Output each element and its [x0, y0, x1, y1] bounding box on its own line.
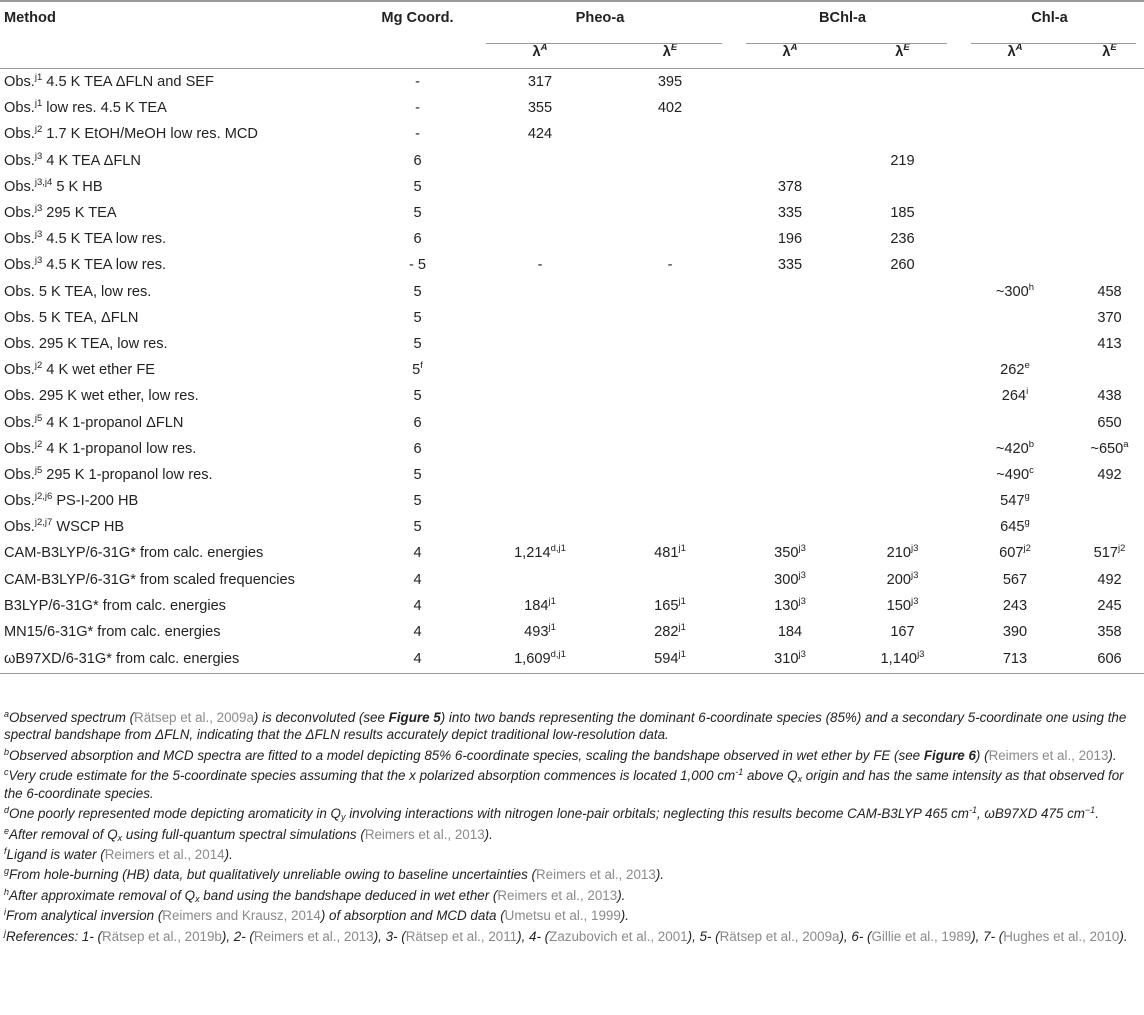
cell-bchl-lambda-e — [850, 331, 955, 357]
cell-pheo-lambda-a — [470, 567, 610, 593]
cell-pheo-lambda-a — [470, 226, 610, 252]
cell-mg-coord: 5 — [413, 283, 422, 300]
cell-method: Obs.$^{j2,j6}$ PS-I-200 HB — [4, 491, 139, 510]
cell-chl-lambda-a — [955, 226, 1075, 252]
cell-mg-coord: 5 — [413, 493, 422, 510]
cell-method: B3LYP/6-31G* from calc. energies — [4, 597, 226, 614]
cell-bchl-lambda-e — [850, 436, 955, 462]
cell-pheo-lambda-e: 395 — [657, 74, 683, 91]
cell-pheo-lambda-a — [470, 305, 610, 331]
cell-pheo-lambda-a — [470, 462, 610, 488]
table-row — [0, 279, 1144, 305]
cell-bchl-lambda-a: 378 — [777, 178, 803, 195]
header-row — [0, 1, 1144, 36]
cell-mg-coord: 5 — [413, 178, 422, 195]
cell-pheo-lambda-a — [470, 383, 610, 409]
cell-pheo-lambda-a — [470, 409, 610, 435]
cell-bchl-lambda-a: 335 — [777, 257, 803, 274]
cell-chl-lambda-a: 264$^i$ — [1001, 386, 1029, 405]
cell-pheo-lambda-e — [610, 514, 730, 540]
cell-mg-coord: 5 — [413, 388, 422, 405]
cell-pheo-lambda-e: $282^{j1}$ — [654, 622, 686, 641]
cell-bchl-lambda-a — [730, 331, 850, 357]
cell-method: Obs. 5 K TEA, low res. — [4, 283, 152, 300]
cell-bchl-lambda-e — [850, 174, 955, 200]
cell-mg-coord: - — [415, 100, 420, 117]
cell-bchl-lambda-a: $130^{j3}$ — [774, 595, 806, 614]
cell-pheo-lambda-a — [470, 148, 610, 174]
cell-chl-lambda-e — [1075, 357, 1144, 383]
cell-bchl-lambda-e — [850, 121, 955, 147]
cell-chl-lambda-e: 358 — [1097, 624, 1122, 641]
cell-pheo-lambda-e — [610, 121, 730, 147]
table-row — [0, 409, 1144, 435]
cell-pheo-lambda-a — [470, 331, 610, 357]
cell-mg-coord: 6 — [413, 152, 422, 169]
cell-chl-lambda-a — [955, 200, 1075, 226]
cell-pheo-lambda-e — [610, 567, 730, 593]
cell-mg-coord: 5 — [413, 205, 422, 222]
cell-pheo-lambda-e — [610, 200, 730, 226]
cell-chl-lambda-e: 370 — [1097, 309, 1122, 326]
cell-bchl-lambda-a — [730, 148, 850, 174]
cell-chl-lambda-e: 438 — [1097, 388, 1122, 405]
header-chl-lambda-e: $\lambda^E$ — [1075, 36, 1144, 69]
cell-pheo-lambda-a: $493^{j1}$ — [524, 622, 556, 641]
cell-method: Obs. 295 K wet ether, low res. — [4, 388, 199, 405]
cell-bchl-lambda-e — [850, 279, 955, 305]
cell-pheo-lambda-a — [470, 514, 610, 540]
table-row — [0, 69, 1144, 96]
cell-chl-lambda-a — [955, 409, 1075, 435]
footnote-j: $^j$References: 1- (Rätsep et al., 2019b), 2- (Reimers et al., 2013), 3- (Rätsep et al., 2011), 4- (Zazubovich et al., 2001), 5- (Rätsep et al., 2009a), 6- (Gillie et al., 1989), 7- (Hughes et al., 2010). — [4, 927, 1128, 944]
cell-pheo-lambda-a — [470, 279, 610, 305]
cell-pheo-lambda-e — [610, 462, 730, 488]
cell-method: Obs.$^{j5}$ 295 K 1-propanol low res. — [4, 464, 213, 483]
cell-bchl-lambda-a — [730, 383, 850, 409]
table-row — [0, 462, 1144, 488]
cell-bchl-lambda-e — [850, 462, 955, 488]
cell-pheo-lambda-a — [470, 436, 610, 462]
cell-bchl-lambda-e — [850, 357, 955, 383]
cell-bchl-lambda-e — [850, 514, 955, 540]
cell-mg-coord: - 5 — [408, 257, 427, 274]
cell-bchl-lambda-e: 260 — [890, 257, 915, 274]
subheader-row — [0, 36, 1144, 69]
cell-bchl-lambda-a: 196 — [777, 231, 803, 248]
cell-pheo-lambda-e: 402 — [657, 100, 683, 117]
cell-chl-lambda-e — [1075, 488, 1144, 514]
table-row — [0, 488, 1144, 514]
table-row — [0, 148, 1144, 174]
table-row — [0, 514, 1144, 540]
cell-bchl-lambda-e — [850, 383, 955, 409]
cell-bchl-lambda-a: 335 — [777, 205, 803, 222]
cell-chl-lambda-e — [1075, 252, 1144, 278]
cell-chl-lambda-a — [955, 174, 1075, 200]
cell-mg-coord: 5 — [413, 309, 422, 326]
cell-chl-lambda-a: 713 — [955, 645, 1075, 674]
cell-chl-lambda-e: 492 — [1097, 571, 1122, 588]
cell-bchl-lambda-e: $150^{j3}$ — [886, 595, 919, 614]
header-mg-coord: Mg Coord. — [365, 1, 470, 36]
cell-pheo-lambda-e: $594^{j1}$ — [610, 645, 730, 674]
footnote-h: $^h$After approximate removal of $Q_x$ band using the bandshape deduced in wet ether (Reimers et al., 2013). — [4, 886, 626, 904]
cell-chl-lambda-a: 567 — [1002, 571, 1028, 588]
cell-bchl-lambda-e: $210^{j3}$ — [886, 543, 919, 562]
footnote-i: $^i$From analytical inversion (Reimers and Krausz, 2014) of absorption and MCD data (Umetsu et al., 1999). — [4, 907, 629, 924]
cell-bchl-lambda-e — [850, 305, 955, 331]
cell-pheo-lambda-e: - — [667, 257, 673, 274]
footnote-f: $^f$Ligand is water (Reimers et al., 2014). — [4, 845, 233, 862]
cell-method: Obs.$^{j3}$ 4 K TEA ΔFLN — [4, 150, 141, 169]
table-row — [0, 200, 1144, 226]
cell-pheo-lambda-a — [470, 488, 610, 514]
footnotes — [4, 709, 1142, 948]
cell-chl-lambda-e: 458 — [1097, 283, 1122, 300]
cell-pheo-lambda-e — [610, 331, 730, 357]
header-bchl-a: BChl-a — [730, 1, 955, 36]
cell-chl-lambda-a: $607^{j2}$ — [999, 543, 1031, 562]
cell-mg-coord: 4 — [413, 597, 422, 614]
cell-bchl-lambda-a — [730, 357, 850, 383]
cell-bchl-lambda-e — [850, 69, 955, 96]
cell-chl-lambda-a: 390 — [1002, 624, 1028, 641]
cell-bchl-lambda-e: $1,140^{j3}$ — [850, 645, 955, 674]
cell-bchl-lambda-e: 185 — [890, 205, 915, 222]
footnote-b: $^b$Observed absorption and MCD spectra are fitted to a model depicting 85% 6-coordinate species, scaling the bandshape observed in wet ether by FE (see Figure 6) (Reimers et al., 2013). — [4, 746, 1117, 763]
cell-pheo-lambda-e — [610, 305, 730, 331]
cell-chl-lambda-e: 413 — [1097, 335, 1122, 352]
cell-pheo-lambda-e — [610, 488, 730, 514]
cell-mg-coord: 4 — [413, 624, 422, 641]
cell-bchl-lambda-a — [730, 121, 850, 147]
cell-mg-coord: 5 — [413, 519, 422, 536]
cell-bchl-lambda-e: 236 — [890, 231, 915, 248]
cell-method: Obs.$^{j1}$ 4.5 K TEA ΔFLN and SEF — [4, 72, 214, 91]
cell-chl-lambda-a — [955, 252, 1075, 278]
cell-mg-coord: 4 — [413, 545, 422, 562]
cell-method: Obs.$^{j2}$ 4 K 1-propanol low res. — [4, 438, 197, 457]
cell-pheo-lambda-a: 317 — [527, 74, 553, 91]
cell-bchl-lambda-a: 184 — [777, 624, 803, 641]
cell-chl-lambda-a — [955, 331, 1075, 357]
cell-pheo-lambda-a: 424 — [527, 126, 553, 143]
cell-bchl-lambda-a — [730, 436, 850, 462]
cell-pheo-lambda-a: $184^{j1}$ — [524, 595, 556, 614]
cell-chl-lambda-e — [1075, 95, 1144, 121]
cell-pheo-lambda-e — [610, 148, 730, 174]
cell-bchl-lambda-a — [730, 279, 850, 305]
cell-chl-lambda-e: $517^{j2}$ — [1093, 543, 1126, 562]
cell-chl-lambda-e — [1075, 174, 1144, 200]
table-row — [0, 331, 1144, 357]
cell-mg-coord: 6 — [413, 231, 422, 248]
cell-bchl-lambda-a — [730, 95, 850, 121]
cell-chl-lambda-a: ~300$^h$ — [995, 281, 1035, 300]
header-method: Method — [0, 1, 365, 36]
cell-bchl-lambda-a — [730, 514, 850, 540]
cell-chl-lambda-a: 547$^g$ — [1000, 491, 1030, 510]
cell-pheo-lambda-e — [610, 383, 730, 409]
cell-bchl-lambda-e: 167 — [890, 624, 915, 641]
cell-pheo-lambda-a — [470, 200, 610, 226]
cell-mg-coord: 6 — [413, 440, 422, 457]
cell-chl-lambda-a — [955, 148, 1075, 174]
cell-bchl-lambda-e — [850, 409, 955, 435]
cell-chl-lambda-a: 243 — [1002, 597, 1028, 614]
cell-chl-lambda-a — [955, 121, 1075, 147]
cell-pheo-lambda-e: $165^{j1}$ — [654, 595, 686, 614]
cell-chl-lambda-e — [1075, 514, 1144, 540]
header-chl-a: Chl-a — [955, 1, 1144, 36]
cell-chl-lambda-a — [955, 69, 1075, 96]
table-row — [0, 567, 1144, 593]
cell-chl-lambda-e — [1075, 121, 1144, 147]
cell-method: CAM-B3LYP/6-31G* from scaled frequencies — [4, 571, 295, 588]
cell-chl-lambda-e: 245 — [1097, 597, 1122, 614]
table-row — [0, 436, 1144, 462]
cell-chl-lambda-e — [1075, 200, 1144, 226]
table-row — [0, 226, 1144, 252]
footnote-c: $^c$Very crude estimate for the 5-coordinate species assuming that the x polarized absorption commences is located 1,000 $cm^{-1}$ above $Q_x$ origin and has the same intensity as that observed for the 6-coordinate species. — [4, 767, 1124, 801]
cell-pheo-lambda-a: 355 — [527, 100, 553, 117]
cell-chl-lambda-e: 492 — [1097, 466, 1122, 483]
cell-pheo-lambda-a: $1,214^{d,j1}$ — [514, 543, 566, 562]
cell-pheo-lambda-e: $481^{j1}$ — [654, 543, 686, 562]
footnote-a: $^a$Observed spectrum (Rätsep et al., 2009a) is deconvoluted (see Figure 5) into two bands representing the dominant 6-coordinate species (85%) and a secondary 5-coordinate one using the spectral bandshape from ΔFLN, indicating that the ΔFLN results accurately depict traditional low-resolution data. — [4, 709, 1127, 743]
table-row — [0, 593, 1144, 619]
header-chl-lambda-a: $\lambda^A$ — [955, 36, 1075, 69]
cell-method: Obs.$^{j2,j7}$ WSCP HB — [4, 517, 125, 536]
cell-chl-lambda-a: ~420$^b$ — [995, 438, 1035, 457]
cell-method: Obs.$^{j3,j4}$ 5 K HB — [4, 176, 103, 195]
cell-bchl-lambda-e: 219 — [890, 152, 915, 169]
cell-bchl-lambda-a — [730, 69, 850, 96]
cell-chl-lambda-e: ~650$^a$ — [1090, 438, 1129, 457]
table-row — [0, 383, 1144, 409]
cell-chl-lambda-a: ~490$^c$ — [996, 464, 1034, 483]
cell-method: Obs.$^{j3}$ 4.5 K TEA low res. — [4, 255, 167, 274]
footnote-g: $^g$From hole-burning (HB) data, but qualitatively unreliable owing to baseline uncertainties (Reimers et al., 2013). — [4, 866, 665, 883]
cell-bchl-lambda-a: $310^{j3}$ — [730, 645, 850, 674]
cell-method: CAM-B3LYP/6-31G* from calc. energies — [4, 545, 264, 562]
cell-chl-lambda-e — [1075, 148, 1144, 174]
header-bchl-lambda-e: $\lambda^E$ — [850, 36, 955, 69]
cell-chl-lambda-a — [955, 305, 1075, 331]
cell-chl-lambda-a — [955, 95, 1075, 121]
cell-pheo-lambda-e — [610, 357, 730, 383]
cell-bchl-lambda-e — [850, 95, 955, 121]
cell-chl-lambda-a: 262e — [1000, 360, 1030, 379]
cell-method: ωB97XD/6-31G* from calc. energies — [0, 645, 365, 674]
table-row — [0, 252, 1144, 278]
cell-mg-coord: 6 — [413, 414, 422, 431]
cell-bchl-lambda-a: $350^{j3}$ — [774, 543, 806, 562]
cell-bchl-lambda-a: $300^{j3}$ — [774, 569, 806, 588]
cell-bchl-lambda-e — [850, 488, 955, 514]
cell-method: Obs.$^{j5}$ 4 K 1-propanol ΔFLN — [4, 412, 184, 431]
cell-mg-coord: 4 — [365, 645, 470, 674]
cell-pheo-lambda-e — [610, 226, 730, 252]
table-row — [0, 357, 1144, 383]
cell-bchl-lambda-a — [730, 488, 850, 514]
table-row — [0, 645, 1144, 674]
cell-pheo-lambda-a: - — [537, 257, 543, 274]
cell-method: Obs.$^{j3}$ 4.5 K TEA low res. — [4, 229, 167, 248]
cell-chl-lambda-a: 645$^g$ — [1000, 517, 1030, 536]
cell-method: Obs. 5 K TEA, ΔFLN — [4, 309, 139, 326]
cell-chl-lambda-e: 606 — [1075, 645, 1144, 674]
cell-mg-coord: 5$^f$ — [412, 360, 423, 379]
footnote-d: $^d$One poorly represented mode depicting aromaticity in $Q_y$ involving interactions with nitrogen lone-pair orbitals; neglecting this results become CAM-B3LYP 465 $cm^{-1}$, ωB97XD 475 $cm^{-1}$. — [4, 805, 1099, 823]
table-row — [0, 95, 1144, 121]
cell-method: Obs.$^{j3}$ 295 K TEA — [4, 203, 117, 222]
cell-chl-lambda-e — [1075, 69, 1144, 96]
cell-method: Obs.$^{j1}$ low res. 4.5 K TEA — [4, 98, 167, 117]
header-pheo-lambda-e: $\lambda^E$ — [610, 36, 730, 69]
cell-mg-coord: - — [415, 74, 420, 91]
cell-method: Obs.$^{j2}$ 4 K wet ether FE — [4, 360, 155, 379]
cell-chl-lambda-e — [1075, 226, 1144, 252]
table-row — [0, 305, 1144, 331]
cell-mg-coord: - — [415, 126, 420, 143]
cell-chl-lambda-e: 650 — [1097, 414, 1122, 431]
table-row — [0, 540, 1144, 566]
cell-mg-coord: 4 — [413, 571, 422, 588]
table-row — [0, 619, 1144, 645]
cell-method: MN15/6-31G* from calc. energies — [4, 624, 221, 641]
cell-mg-coord: 5 — [413, 335, 422, 352]
cell-pheo-lambda-a: $1,609^{d,j1}$ — [470, 645, 610, 674]
cell-method: Obs. 295 K TEA, low res. — [4, 335, 168, 352]
table-row — [0, 174, 1144, 200]
cell-pheo-lambda-a — [470, 357, 610, 383]
header-bchl-lambda-a: $\lambda^A$ — [730, 36, 850, 69]
table-row — [0, 121, 1144, 147]
cell-method: Obs.$^{j2}$ 1.7 K EtOH/MeOH low res. MCD — [4, 124, 258, 143]
cell-pheo-lambda-e — [610, 436, 730, 462]
cell-mg-coord: 5 — [413, 466, 422, 483]
cell-pheo-lambda-e — [610, 409, 730, 435]
header-pheo-a: Pheo-a — [470, 1, 730, 36]
cell-bchl-lambda-a — [730, 305, 850, 331]
cell-bchl-lambda-e: $200^{j3}$ — [886, 569, 919, 588]
cell-bchl-lambda-a — [730, 409, 850, 435]
cell-pheo-lambda-a — [470, 174, 610, 200]
cell-pheo-lambda-e — [610, 279, 730, 305]
cell-bchl-lambda-a — [730, 462, 850, 488]
cell-pheo-lambda-e — [610, 174, 730, 200]
header-pheo-lambda-a: $\lambda^A$ — [470, 36, 610, 69]
footnote-e: $^e$After removal of $Q_x$ using full-quantum spectral simulations (Reimers et al., 2013). — [4, 825, 493, 843]
